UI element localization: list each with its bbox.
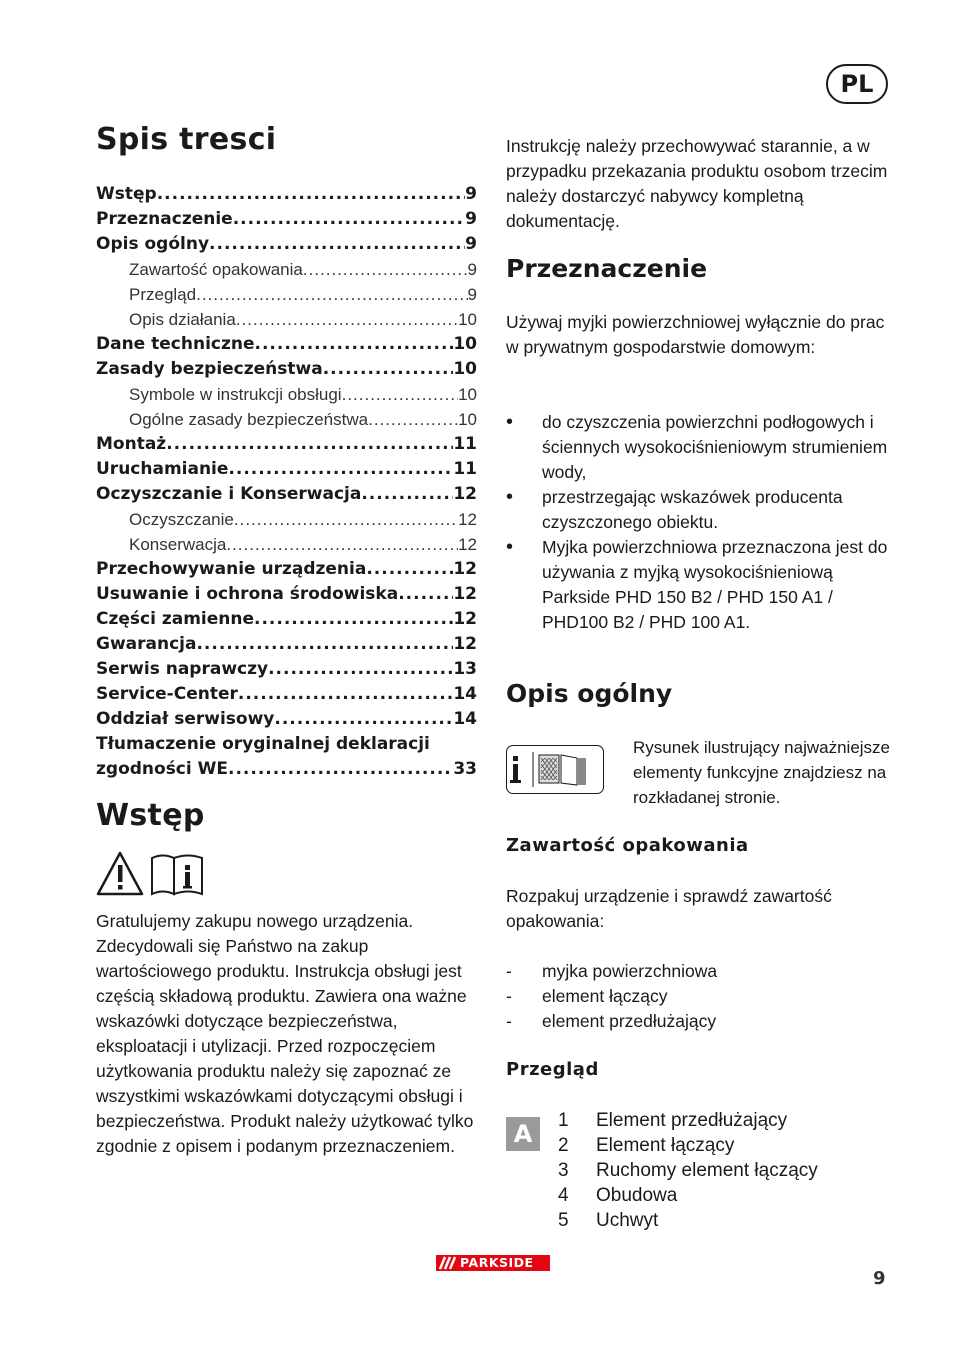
toc-entry — [96, 232, 477, 257]
language-badge: PL — [826, 64, 888, 104]
toc-entry-page: 10 — [458, 410, 477, 429]
list-item: • Myjka powierzchniowa przeznaczona jest do używania z myjką wysokociśnieniową Parkside PHD 150 B2 / PHD 150 A1 / PHD100 B2 / PHD 100 A1. — [506, 535, 890, 635]
toc-entry — [96, 307, 477, 332]
toc-entry-title: Przeznaczenie — [96, 209, 233, 229]
table-of-contents — [96, 182, 477, 782]
list-item: 5 Uchwyt — [558, 1210, 659, 1231]
info-foldout-icon — [506, 745, 604, 794]
opis-ogolny-heading: Opis ogólny — [506, 679, 673, 708]
toc-entry — [96, 582, 477, 607]
list-item: • do czyszczenia powierzchni podłogowych i ściennych wysokociśnieniowym strumieniem wody, — [506, 410, 890, 485]
list-item: 3 Ruchomy element łączący — [558, 1160, 818, 1181]
toc-entry-page: 12 — [453, 609, 477, 629]
toc-leader-dots — [398, 582, 453, 607]
toc-entry — [96, 682, 477, 707]
przeznaczenie-heading: Przeznaczenie — [506, 254, 708, 283]
toc-entry-title: Gwarancja — [96, 634, 197, 654]
toc-entry-page: 12 — [458, 535, 477, 554]
list-item: 1 Element przedłużający — [558, 1110, 788, 1131]
list-item: - myjka powierzchniowa — [506, 959, 890, 984]
toc-entry — [96, 532, 477, 557]
toc-entry-page: 14 — [453, 709, 477, 729]
toc-entry — [96, 257, 477, 282]
toc-entry-title: Dane techniczne — [96, 334, 255, 354]
toc-entry — [96, 382, 477, 407]
toc-entry-page: 9 — [465, 184, 477, 204]
intro-paragraph: Instrukcję należy przechowywać starannie, a w przypadku przekazania produktu osobom trzecim należy dostarczyć nabywcy kompletną dokumentację. — [506, 136, 888, 231]
zawartosc-heading: Zawartość opakowania — [506, 835, 749, 856]
toc-entry-title: Service-Center — [96, 684, 238, 704]
toc-entry-title: Uruchamianie — [96, 459, 229, 479]
toc-entry — [96, 732, 477, 757]
toc-leader-dots — [226, 532, 458, 557]
toc-leader-dots — [233, 207, 465, 232]
toc-entry — [96, 357, 477, 382]
przeglad-heading: Przegląd — [506, 1059, 599, 1080]
toc-entry — [96, 207, 477, 232]
toc-entry-title: Zasady bezpieczeństwa — [96, 359, 323, 379]
toc-entry-title: Tłumaczenie oryginalnej deklaracji — [96, 734, 430, 754]
toc-leader-dots — [228, 757, 453, 782]
toc-leader-dots — [303, 257, 468, 282]
toc-entry — [96, 557, 477, 582]
toc-entry-title: Symbole w instrukcji obsługi — [129, 385, 342, 404]
toc-entry — [96, 657, 477, 682]
toc-leader-dots — [166, 432, 453, 457]
toc-title: Spis tresci — [96, 122, 277, 157]
page-number: 9 — [873, 1268, 886, 1289]
toc-entry-page: 9 — [465, 234, 477, 254]
toc-entry-title: Przegląd — [129, 285, 197, 304]
toc-entry-title: Serwis naprawczy — [96, 659, 269, 679]
toc-entry-title: Wstęp — [96, 184, 157, 204]
toc-leader-dots — [361, 482, 453, 507]
toc-leader-dots — [157, 182, 465, 207]
toc-entry — [96, 632, 477, 657]
toc-entry-title: Ogólne zasady bezpieczeństwa — [129, 410, 369, 429]
toc-entry-page: 9 — [467, 285, 477, 304]
toc-entry-title: Oczyszczanie i Konserwacja — [96, 484, 362, 504]
toc-entry — [96, 282, 477, 307]
toc-entry-page: 33 — [453, 759, 477, 779]
toc-entry-title: Oddział serwisowy — [96, 709, 275, 729]
toc-entry-page: 12 — [453, 559, 477, 579]
wstep-heading: Wstęp — [96, 798, 205, 833]
opis-ogolny-info: Rysunek ilustrujący najważniejsze elementy funkcyjne znajdziesz na rozkładanej stronie. — [633, 738, 891, 807]
list-item: - element łączący — [506, 984, 890, 1009]
wstep-paragraph: Gratulujemy zakupu nowego urządzenia. Zdecydowali się Państwo na zakup wartościowego produktu. Instrukcja obsługi jest częścią składową produktu. Zawiera ona ważne wskazówki dotyczące bezpieczeństwa, eksploatacji i utylizacji. Przed rozpoczęciem użytkowania produktu należy się zapoznać ze wszystkimi wskazówkami dotyczącymi obsługi i bezpieczeństwa. Produkt należy użytkować tylko zgodnie z opisem i podanym przeznaczeniem. — [96, 911, 474, 1156]
toc-entry-page: 10 — [453, 359, 477, 379]
toc-entry — [96, 332, 477, 357]
toc-entry — [96, 407, 477, 432]
toc-entry-page: 10 — [458, 385, 477, 404]
toc-leader-dots — [236, 307, 458, 332]
toc-entry-title: Opis ogólny — [96, 234, 210, 254]
toc-entry-page: 12 — [453, 584, 477, 604]
list-item: 4 Obudowa — [558, 1185, 678, 1206]
toc-leader-dots — [238, 682, 453, 707]
toc-entry-title: Opis działania — [129, 310, 236, 329]
toc-entry-page: 10 — [458, 310, 477, 329]
toc-leader-dots — [274, 707, 453, 732]
toc-entry-title: Części zamienne — [96, 609, 255, 629]
zawartosc-paragraph: Rozpakuj urządzenie i sprawdź zawartość opakowania: — [506, 886, 832, 931]
zawartosc-list — [506, 959, 890, 1034]
toc-entry — [96, 432, 477, 457]
toc-entry-title: Konserwacja — [129, 535, 227, 554]
parts-list — [558, 1108, 818, 1233]
toc-entry-page: 12 — [453, 634, 477, 654]
toc-entry-page: 9 — [465, 209, 477, 229]
toc-entry — [96, 182, 477, 207]
toc-entry-title: Usuwanie i ochrona środowiska — [96, 584, 399, 604]
parkside-logo — [436, 1255, 550, 1271]
toc-entry — [96, 757, 477, 782]
toc-leader-dots — [209, 232, 465, 257]
toc-entry-title: Przechowywanie urządzenia — [96, 559, 367, 579]
toc-entry-title: Zawartość opakowania — [129, 260, 303, 279]
toc-entry-title: zgodności WE — [96, 759, 228, 779]
toc-entry — [96, 457, 477, 482]
toc-entry — [96, 482, 477, 507]
brand-name: PARKSIDE — [460, 1255, 534, 1270]
toc-entry — [96, 507, 477, 532]
wstep-icons — [96, 850, 208, 902]
figure-label-badge: A — [506, 1117, 540, 1151]
book-info-icon — [152, 856, 202, 895]
toc-leader-dots — [196, 632, 453, 657]
toc-leader-dots — [342, 382, 458, 407]
list-item: - element przedłużający — [506, 1009, 890, 1034]
toc-leader-dots — [268, 657, 453, 682]
toc-entry-page: 12 — [458, 510, 477, 529]
toc-leader-dots — [255, 332, 454, 357]
toc-entry-title: Oczyszczanie — [129, 510, 234, 529]
toc-leader-dots — [196, 282, 467, 307]
warning-triangle-icon — [98, 853, 142, 894]
toc-leader-dots — [323, 357, 454, 382]
toc-entry — [96, 707, 477, 732]
toc-leader-dots — [366, 557, 453, 582]
toc-leader-dots — [368, 407, 458, 432]
toc-entry-page: 11 — [453, 459, 477, 479]
toc-leader-dots — [234, 507, 458, 532]
toc-leader-dots — [228, 457, 453, 482]
toc-entry-page: 9 — [467, 260, 477, 279]
toc-entry-page: 11 — [453, 434, 477, 454]
toc-leader-dots — [254, 607, 453, 632]
toc-entry — [96, 607, 477, 632]
list-item: 2 Element łączący — [558, 1135, 735, 1156]
toc-entry-page: 14 — [453, 684, 477, 704]
toc-entry-page: 10 — [453, 334, 477, 354]
toc-entry-page: 12 — [453, 484, 477, 504]
toc-entry-page: 13 — [453, 659, 477, 679]
przeznaczenie-paragraph: Używaj myjki powierzchniowej wyłącznie do prac w prywatnym gospodarstwie domowym: — [506, 312, 885, 357]
toc-entry-title: Montaż — [96, 434, 167, 454]
przeznaczenie-bullets — [506, 410, 890, 635]
list-item: • przestrzegając wskazówek producenta czyszczonego obiektu. — [506, 485, 890, 535]
